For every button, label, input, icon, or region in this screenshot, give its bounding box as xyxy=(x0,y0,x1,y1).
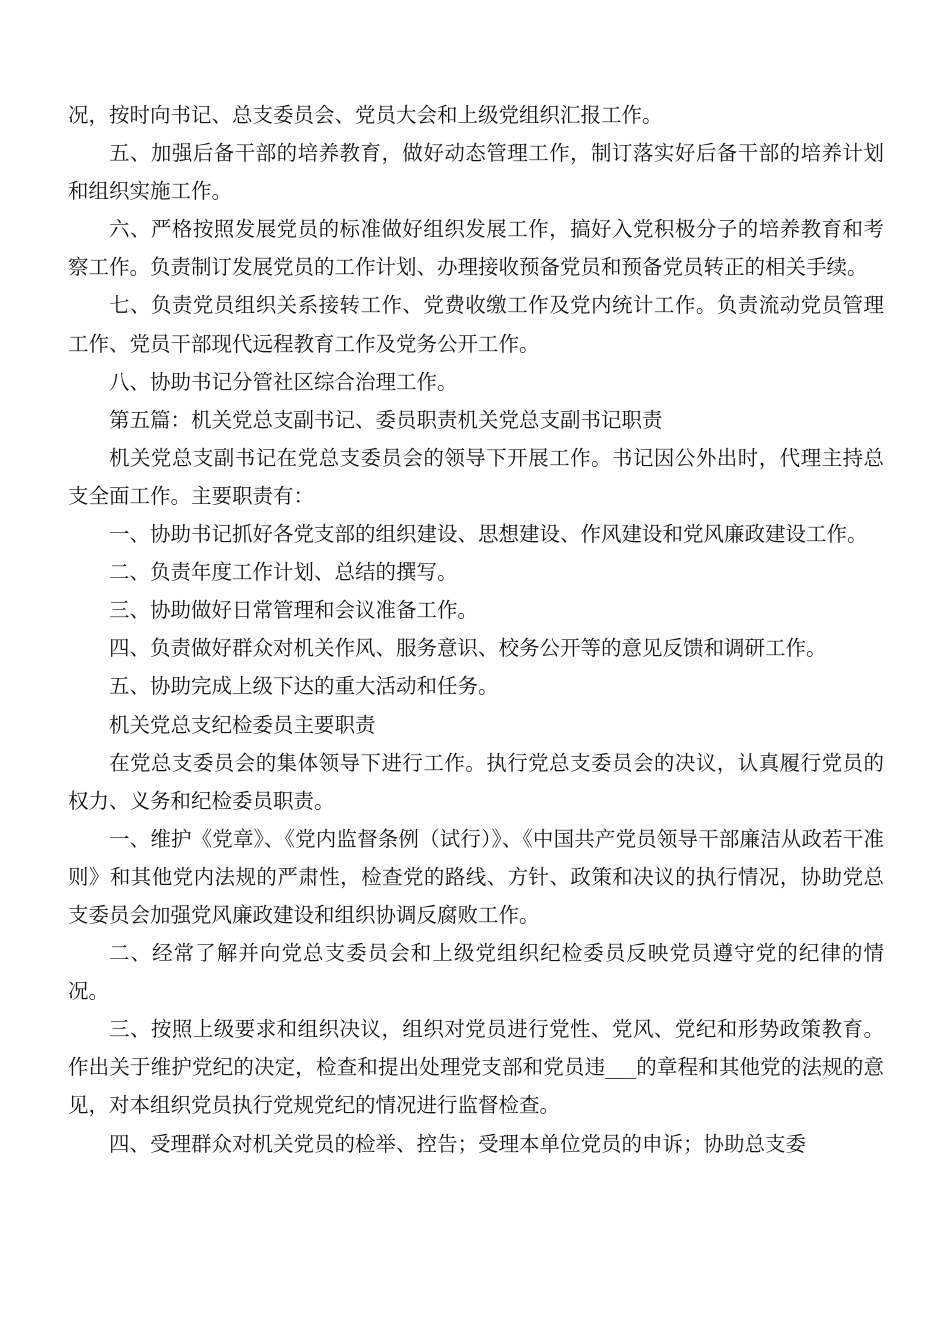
paragraph-discipline-item-2: 二、经常了解并向党总支委员会和上级党组织纪检委员反映党员遵守党的纪律的情况。 xyxy=(68,941,884,1004)
paragraph-deputy-item-2: 二、负责年度工作计划、总结的撰写。 xyxy=(109,560,458,585)
section-heading-fifth-article: 第五篇：机关党总支副书记、委员职责机关党总支副书记职责 xyxy=(109,407,663,432)
paragraph-item-7-membership-transfer: 七、负责党员组织关系接转工作、党费收缴工作及党内统计工作。负责流动党员管理工作、党员干部现代远程教育工作及党务公开工作。 xyxy=(68,293,884,356)
document-body xyxy=(68,96,884,1163)
paragraph-deputy-item-3: 三、协助做好日常管理和会议准备工作。 xyxy=(109,598,478,623)
paragraph-discipline-item-4: 四、受理群众对机关党员的检举、控告；受理本单位党员的申诉；协助总支委 xyxy=(109,1131,806,1156)
paragraph-discipline-item-3: 三、按照上级要求和组织决议，组织对党员进行党性、党风、党纪和形势政策教育。作出关于维护党纪的决定，检查和提出处理党支部和党员违___的章程和其他党的法规的意见，对本组织党员执行党规党纪的情况进行监督检查。 xyxy=(68,1017,884,1118)
paragraph-deputy-item-1: 一、协助书记抓好各党支部的组织建设、思想建设、作风建设和党风廉政建设工作。 xyxy=(109,522,868,547)
paragraph-discipline-item-1: 一、维护《党章》、《党内监督条例（试行）》、《中国共产党员领导干部廉洁从政若干准则》和其他党内法规的严肃性，检查党的路线、方针、政策和决议的执行情况，协助党总支委员会加强党风廉政建设和组织协调反腐败工作。 xyxy=(68,826,884,927)
paragraph-deputy-item-4: 四、负责做好群众对机关作风、服务意识、校务公开等的意见反馈和调研工作。 xyxy=(109,636,827,661)
paragraph-deputy-secretary-intro: 机关党总支副书记在党总支委员会的领导下开展工作。书记因公外出时，代理主持总支全面工作。主要职责有： xyxy=(68,445,884,508)
paragraph-item-6-party-development: 六、严格按照发展党员的标准做好组织发展工作，搞好入党积极分子的培养教育和考察工作。负责制订发展党员的工作计划、办理接收预备党员和预备党员转正的相关手续。 xyxy=(68,217,884,280)
section-heading-discipline-member: 机关党总支纪检委员主要职责 xyxy=(109,712,376,737)
paragraph-continuation: 况，按时向书记、总支委员会、党员大会和上级党组织汇报工作。 xyxy=(68,103,663,127)
paragraph-item-5-reserve-cadres: 五、加强后备干部的培养教育，做好动态管理工作，制订落实好后备干部的培养计划和组织实施工作。 xyxy=(68,141,884,204)
paragraph-deputy-item-5: 五、协助完成上级下达的重大活动和任务。 xyxy=(109,674,499,699)
paragraph-item-8-community-governance: 八、协助书记分管社区综合治理工作。 xyxy=(109,369,458,394)
paragraph-discipline-intro: 在党总支委员会的集体领导下进行工作。执行党总支委员会的决议，认真履行党员的权力、义务和纪检委员职责。 xyxy=(68,750,884,813)
